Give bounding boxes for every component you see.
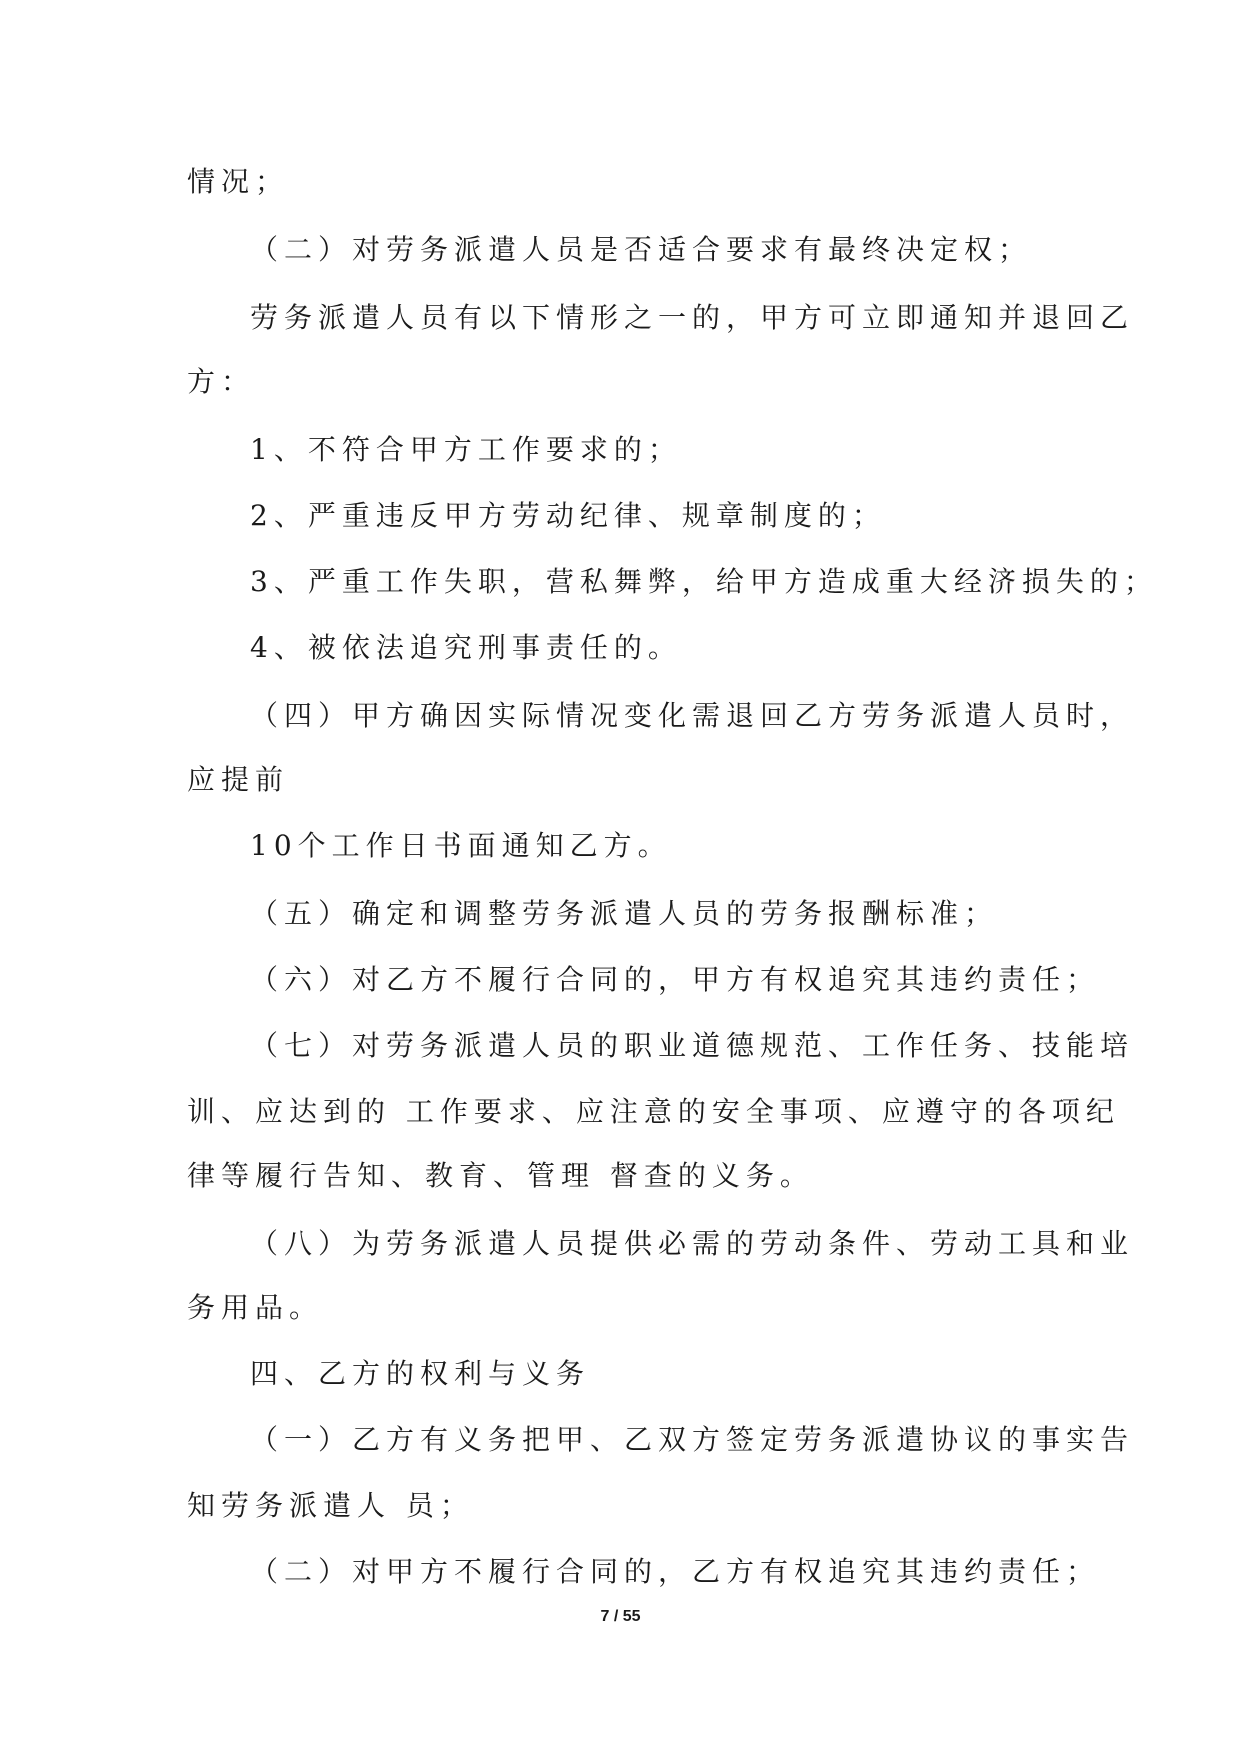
- paragraph-line: 知劳务派遣人 员；: [187, 1489, 474, 1522]
- paragraph-line: 劳务派遣人员有以下情形之一的，甲方可立即通知并退回乙: [250, 301, 1135, 334]
- paragraph-line: 10个工作日书面通知乙方。: [250, 829, 672, 862]
- list-item: 4、被依法追究刑事责任的。: [250, 631, 682, 664]
- paragraph-line: （二）对甲方不履行合同的，乙方有权追究其违约责任；: [250, 1555, 1101, 1588]
- paragraph-line: 方：: [187, 365, 256, 398]
- paragraph-line: （五）确定和调整劳务派遣人员的劳务报酬标准；: [250, 897, 999, 930]
- paragraph-line: 训、应达到的 工作要求、应注意的安全事项、应遵守的各项纪: [187, 1095, 1120, 1128]
- paragraph-line: （六）对乙方不履行合同的，甲方有权追究其违约责任；: [250, 963, 1101, 996]
- paragraph-line: 律等履行告知、教育、管理 督查的义务。: [187, 1159, 814, 1192]
- list-item: 3、严重工作失职，营私舞弊，给甲方造成重大经济损失的；: [250, 565, 1158, 598]
- section-heading: 四、乙方的权利与义务: [250, 1357, 591, 1390]
- paragraph-line: （七）对劳务派遣人员的职业道德规范、工作任务、技能培: [250, 1029, 1135, 1062]
- paragraph-line: 务用品。: [187, 1291, 324, 1324]
- paragraph-line: 情况；: [187, 165, 290, 198]
- paragraph-line: （一）乙方有义务把甲、乙双方签定劳务派遣协议的事实告: [250, 1423, 1135, 1456]
- paragraph-line: 应提前: [187, 763, 290, 796]
- list-item: 2、严重违反甲方劳动纪律、规章制度的；: [250, 499, 886, 532]
- paragraph-line: （二）对劳务派遣人员是否适合要求有最终决定权；: [250, 233, 1033, 266]
- paragraph-line: （四）甲方确因实际情况变化需退回乙方劳务派遣人员时，: [250, 699, 1135, 732]
- list-item: 1、不符合甲方工作要求的；: [250, 433, 682, 466]
- page-number: 7 / 55: [600, 1608, 641, 1625]
- paragraph-line: （八）为劳务派遣人员提供必需的劳动条件、劳动工具和业: [250, 1227, 1135, 1260]
